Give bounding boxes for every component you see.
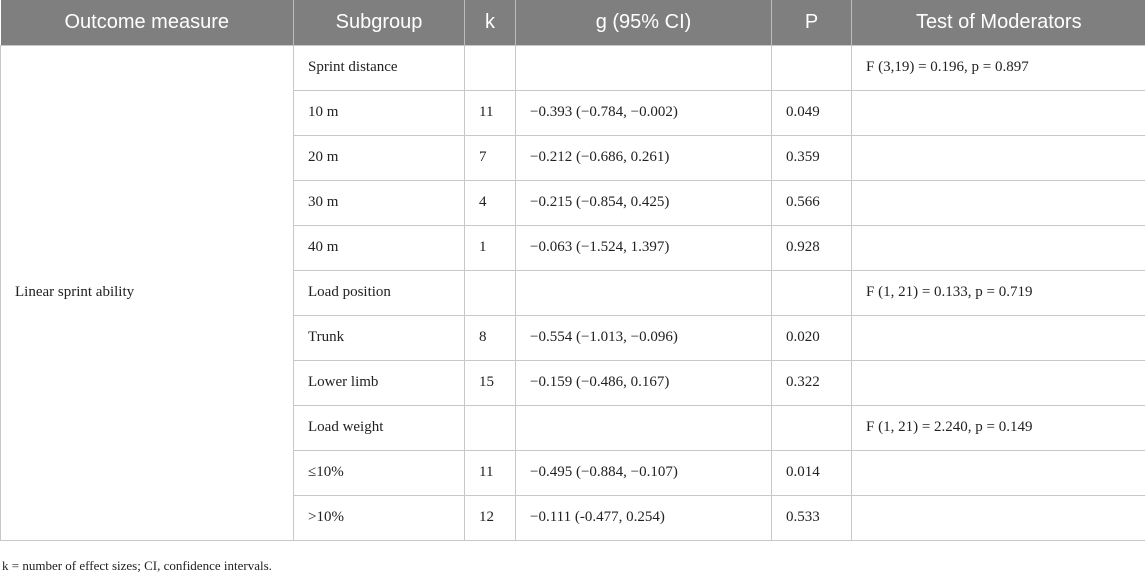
p-cell: 0.533: [772, 495, 852, 540]
subgroup-cell: Trunk: [294, 315, 465, 360]
header-subgroup: Subgroup: [294, 0, 465, 45]
subgroup-cell: Load weight: [294, 405, 465, 450]
k-cell: 7: [465, 135, 516, 180]
header-k: k: [465, 0, 516, 45]
moderators-cell: F (1, 21) = 2.240, p = 0.149: [852, 405, 1145, 450]
subgroup-cell: 20 m: [294, 135, 465, 180]
k-cell: [465, 270, 516, 315]
subgroup-cell: Lower limb: [294, 360, 465, 405]
header-test-of-moderators: Test of Moderators: [852, 0, 1145, 45]
moderators-cell: [852, 135, 1145, 180]
p-cell: 0.020: [772, 315, 852, 360]
p-cell: 0.566: [772, 180, 852, 225]
k-cell: [465, 405, 516, 450]
header-row: [1, 0, 1145, 45]
p-cell: 0.928: [772, 225, 852, 270]
moderators-cell: [852, 360, 1145, 405]
k-cell: 11: [465, 450, 516, 495]
subgroup-cell: 40 m: [294, 225, 465, 270]
moderators-cell: F (1, 21) = 0.133, p = 0.719: [852, 270, 1145, 315]
g-ci-cell: −0.212 (−0.686, 0.261): [516, 135, 772, 180]
table-footnote: k = number of effect sizes; CI, confidence intervals.: [2, 558, 272, 574]
moderators-cell: [852, 495, 1145, 540]
g-ci-cell: −0.215 (−0.854, 0.425): [516, 180, 772, 225]
k-cell: 1: [465, 225, 516, 270]
g-ci-cell: −0.554 (−1.013, −0.096): [516, 315, 772, 360]
moderators-cell: F (3,19) = 0.196, p = 0.897: [852, 45, 1145, 90]
moderators-cell: [852, 225, 1145, 270]
subgroup-cell: >10%: [294, 495, 465, 540]
table-row: [1, 45, 1145, 90]
subgroup-cell: ≤10%: [294, 450, 465, 495]
header-p: P: [772, 0, 852, 45]
g-ci-cell: −0.393 (−0.784, −0.002): [516, 90, 772, 135]
k-cell: 4: [465, 180, 516, 225]
k-cell: 12: [465, 495, 516, 540]
p-cell: [772, 270, 852, 315]
g-ci-cell: [516, 270, 772, 315]
p-cell: 0.049: [772, 90, 852, 135]
g-ci-cell: [516, 405, 772, 450]
p-cell: 0.322: [772, 360, 852, 405]
g-ci-cell: −0.063 (−1.524, 1.397): [516, 225, 772, 270]
p-cell: [772, 405, 852, 450]
subgroup-cell: 30 m: [294, 180, 465, 225]
p-cell: [772, 45, 852, 90]
subgroup-cell: 10 m: [294, 90, 465, 135]
p-cell: 0.014: [772, 450, 852, 495]
moderators-cell: [852, 90, 1145, 135]
g-ci-cell: −0.111 (-0.477, 0.254): [516, 495, 772, 540]
moderators-cell: [852, 450, 1145, 495]
p-cell: 0.359: [772, 135, 852, 180]
header-g-ci: g (95% CI): [516, 0, 772, 45]
g-ci-cell: −0.495 (−0.884, −0.107): [516, 450, 772, 495]
k-cell: 15: [465, 360, 516, 405]
g-ci-cell: [516, 45, 772, 90]
k-cell: [465, 45, 516, 90]
outcome-cell: Linear sprint ability: [1, 45, 294, 540]
subgroup-cell: Sprint distance: [294, 45, 465, 90]
g-ci-cell: −0.159 (−0.486, 0.167): [516, 360, 772, 405]
k-cell: 8: [465, 315, 516, 360]
moderators-cell: [852, 180, 1145, 225]
subgroup-cell: Load position: [294, 270, 465, 315]
header-outcome-measure: Outcome measure: [1, 0, 294, 45]
k-cell: 11: [465, 90, 516, 135]
moderators-cell: [852, 315, 1145, 360]
